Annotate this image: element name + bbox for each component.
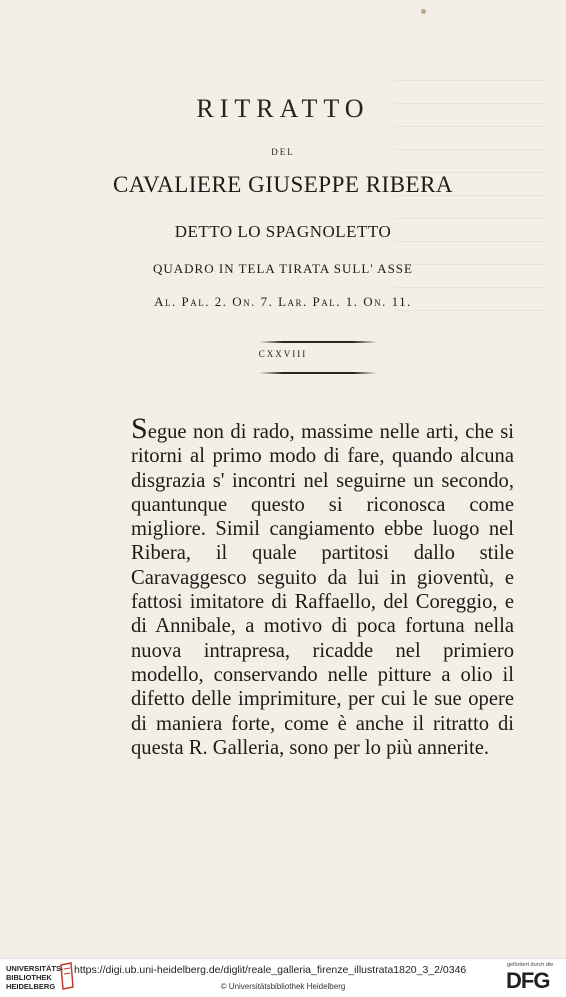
copyright-notice: © Universitätsbibliothek Heidelberg bbox=[220, 982, 346, 991]
painting-dimensions: Al. Pal. 2. On. 7. Lar. Pal. 1. On. 11. bbox=[154, 294, 412, 309]
paper-spot bbox=[421, 9, 426, 14]
library-name-line3: HEIDELBERG bbox=[6, 982, 56, 991]
library-name-line1: UNIVERSITÄTS- bbox=[6, 964, 64, 973]
subject-alias: DETTO LO SPAGNOLETTO bbox=[174, 222, 392, 241]
subject-name: CAVALIERE GIUSEPPE RIBERA bbox=[112, 172, 454, 197]
body-paragraph bbox=[131, 412, 514, 760]
plate-number: CXXVIII bbox=[258, 349, 308, 359]
ornamental-rule-top bbox=[259, 341, 377, 343]
funding-note: gefördert durch die bbox=[507, 962, 554, 968]
ornamental-rule-bottom bbox=[259, 372, 377, 374]
page-title: RITRATTO bbox=[196, 94, 370, 123]
paragraph-text: egue non di rado, massime nelle arti, che si ritorni al primo modo di fare, quando alcuna disgrazia s' incontri nel seguirne un secondo, quantunque questo si riconosca come migliore. Simil cangiamento ebbe luogo nel Ribera, il quale partitosi dallo stile Caravaggesco seguito da lui in gioventù, e fattosi imitatore di Raffaello, del Coreggio, e di Annibale, a motivo di poca fortuna nella nuova intrapresa, ricadde nel primiero modello, conservando nelle pitture a olio il difetto delle imprimiture, per cui le sue opere di maniera forte, come è anche il ritratto di questa R. Galleria, sono per lo più annerite. bbox=[131, 421, 514, 759]
title-connector: DEL bbox=[271, 147, 295, 157]
drop-initial: S bbox=[131, 412, 148, 445]
viewer-footer bbox=[0, 958, 566, 997]
dfg-logo[interactable]: DFG bbox=[506, 968, 550, 993]
permalink-url[interactable]: https://digi.ub.uni-heidelberg.de/diglit/reale_galleria_firenze_illustrata1820_3_2/0346 bbox=[74, 964, 467, 976]
painting-support: QUADRO IN TELA TIRATA SULL' ASSE bbox=[153, 261, 413, 276]
library-name-line2: BIBLIOTHEK bbox=[6, 973, 52, 982]
